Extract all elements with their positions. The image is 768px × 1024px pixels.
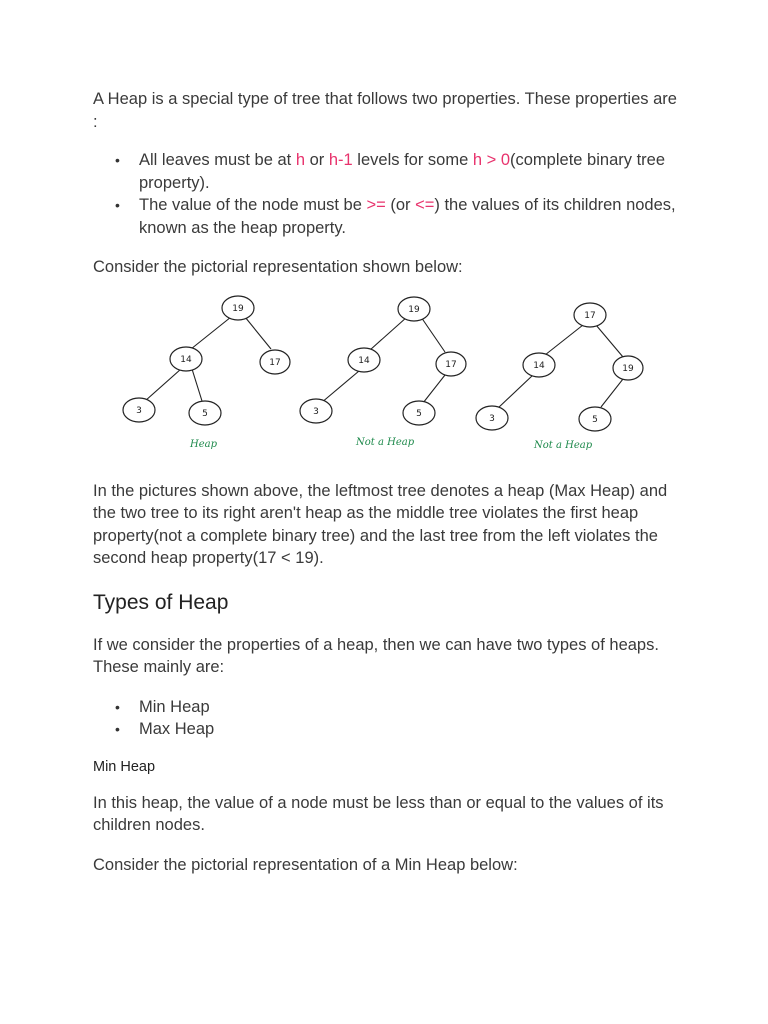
tree-caption: Not a Heap xyxy=(356,436,415,448)
inline-code: <= xyxy=(415,196,435,214)
inline-code: >= xyxy=(366,196,386,214)
intro-paragraph: A Heap is a special type of tree that follows two properties. These properties are : xyxy=(93,90,677,131)
tree-not-heap-2 xyxy=(476,303,643,431)
heap-properties-list xyxy=(93,149,683,239)
node-label: 3 xyxy=(489,413,495,424)
tree-caption: Not a Heap xyxy=(534,439,593,451)
heap-type-item: • Max Heap xyxy=(139,718,683,741)
node-label: 5 xyxy=(202,408,208,419)
node-label: 19 xyxy=(622,363,634,374)
consider-min-heap-paragraph: Consider the pictorial representation of a Min Heap below: xyxy=(93,855,518,874)
node-label: 14 xyxy=(533,360,545,371)
node-label: 19 xyxy=(232,303,244,314)
heap-trees-figure xyxy=(93,287,683,463)
heap-type-item: • Min Heap xyxy=(139,696,683,719)
node-label: 17 xyxy=(445,359,457,370)
inline-code: h xyxy=(295,151,306,169)
node-label: 3 xyxy=(136,405,142,416)
inline-code: h-1 xyxy=(328,151,353,169)
explanation-paragraph: In the pictures shown above, the leftmost tree denotes a heap (Max Heap) and the two tree to its right aren't heap as the middle tree violates the first heap property(not a complete binary tree) and the last tree from the left violates the second heap property(17 < 19). xyxy=(93,481,668,567)
node-label: 14 xyxy=(358,355,370,366)
types-heading: Types of Heap xyxy=(93,590,229,614)
node-label: 17 xyxy=(584,310,596,321)
tree-heap xyxy=(123,296,290,425)
heap-types-list xyxy=(93,696,683,741)
property-item: • The value of the node must be >= (or <=) the values of its children nodes, known as the heap property. xyxy=(139,194,683,239)
min-heap-description: In this heap, the value of a node must be less than or equal to the values of its children nodes. xyxy=(93,793,664,834)
min-heap-heading: Min Heap xyxy=(93,758,156,775)
node-label: 3 xyxy=(313,406,319,417)
property-item: • All leaves must be at h or h-1 levels for some h > 0(complete binary tree property). xyxy=(139,149,683,194)
node-label: 5 xyxy=(592,414,598,425)
tree-not-heap-1 xyxy=(300,297,466,425)
node-label: 19 xyxy=(408,304,420,315)
types-intro-paragraph: If we consider the properties of a heap, then we can have two types of heaps. These mainly are: xyxy=(93,635,659,676)
inline-code: h > 0 xyxy=(472,151,511,169)
node-label: 14 xyxy=(180,354,192,365)
node-label: 5 xyxy=(416,408,422,419)
node-label: 17 xyxy=(269,357,281,368)
article-body xyxy=(93,88,683,876)
tree-caption: Heap xyxy=(190,438,218,450)
consider-paragraph: Consider the pictorial representation shown below: xyxy=(93,258,463,276)
